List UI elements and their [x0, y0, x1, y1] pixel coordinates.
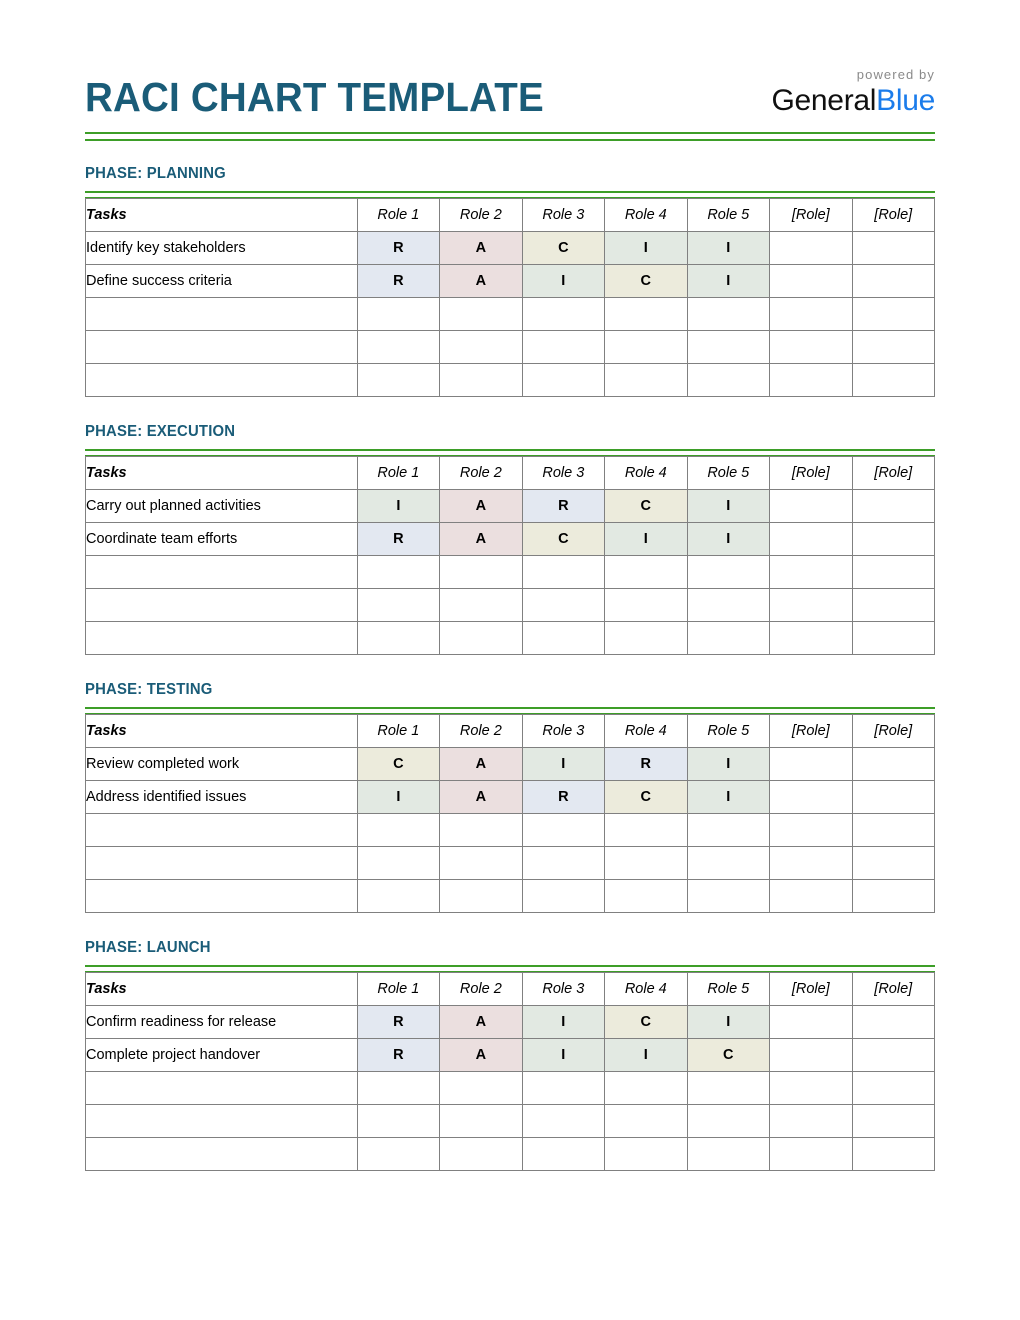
raci-code-cell[interactable] [522, 556, 604, 589]
column-header-role-7: [Role] [852, 973, 935, 1006]
table-top-divider [85, 707, 935, 714]
raci-code-cell[interactable] [687, 1105, 769, 1138]
raci-code-cell[interactable] [440, 847, 522, 880]
raci-code-cell[interactable]: R [605, 748, 687, 781]
raci-code-cell[interactable] [440, 1105, 522, 1138]
raci-code-cell[interactable] [770, 298, 852, 331]
raci-code-cell[interactable] [770, 589, 852, 622]
raci-code-cell[interactable] [687, 589, 769, 622]
task-name-cell[interactable]: Review completed work [86, 748, 358, 781]
task-name-cell[interactable] [86, 298, 358, 331]
raci-code-cell[interactable]: I [687, 781, 769, 814]
raci-code-cell[interactable] [605, 364, 687, 397]
task-name-cell[interactable] [86, 364, 358, 397]
raci-code-cell[interactable] [357, 589, 439, 622]
task-name-cell[interactable]: Carry out planned activities [86, 490, 358, 523]
task-name-cell[interactable]: Confirm readiness for release [86, 1006, 358, 1039]
column-header-tasks: Tasks [86, 973, 358, 1006]
table-row [86, 1072, 935, 1105]
raci-code-cell[interactable]: C [605, 781, 687, 814]
column-header-role-6: [Role] [770, 199, 852, 232]
table-row [86, 589, 935, 622]
raci-code-cell[interactable]: I [687, 490, 769, 523]
task-name-cell[interactable]: Complete project handover [86, 1039, 358, 1072]
raci-code-cell[interactable] [687, 331, 769, 364]
raci-code-cell[interactable] [357, 1138, 439, 1171]
table-top-divider [85, 449, 935, 456]
table-header-row [86, 457, 935, 490]
raci-code-cell[interactable] [687, 364, 769, 397]
raci-code-cell[interactable]: A [440, 523, 522, 556]
table-row [86, 622, 935, 655]
raci-code-cell[interactable] [852, 1072, 935, 1105]
column-header-role-5: Role 5 [687, 973, 769, 1006]
raci-code-cell[interactable] [522, 589, 604, 622]
raci-code-cell[interactable] [522, 1072, 604, 1105]
raci-code-cell[interactable] [852, 265, 935, 298]
raci-code-cell[interactable]: I [522, 748, 604, 781]
table-row [86, 847, 935, 880]
task-name-cell[interactable] [86, 589, 358, 622]
raci-code-cell[interactable] [522, 622, 604, 655]
raci-code-cell[interactable] [440, 556, 522, 589]
raci-code-cell[interactable]: I [357, 490, 439, 523]
column-header-role-4: Role 4 [605, 715, 687, 748]
table-row [86, 364, 935, 397]
raci-code-cell[interactable] [770, 265, 852, 298]
raci-code-cell[interactable] [440, 880, 522, 913]
raci-code-cell[interactable] [687, 622, 769, 655]
raci-code-cell[interactable] [440, 298, 522, 331]
raci-code-cell[interactable] [357, 622, 439, 655]
raci-code-cell[interactable] [440, 364, 522, 397]
raci-code-cell[interactable] [357, 847, 439, 880]
raci-code-cell[interactable] [357, 331, 439, 364]
table-row [86, 1105, 935, 1138]
raci-code-cell[interactable] [687, 298, 769, 331]
raci-code-cell[interactable] [605, 622, 687, 655]
raci-code-cell[interactable] [770, 364, 852, 397]
table-top-divider [85, 965, 935, 972]
raci-code-cell[interactable]: R [357, 232, 439, 265]
task-name-cell[interactable]: Coordinate team efforts [86, 523, 358, 556]
phase-block [85, 681, 935, 913]
raci-code-cell[interactable]: A [440, 781, 522, 814]
raci-code-cell[interactable]: C [357, 748, 439, 781]
table-row [86, 1138, 935, 1171]
raci-code-cell[interactable]: C [605, 265, 687, 298]
column-header-role-4: Role 4 [605, 457, 687, 490]
raci-code-cell[interactable] [852, 880, 935, 913]
raci-code-cell[interactable]: I [687, 232, 769, 265]
raci-code-cell[interactable] [770, 232, 852, 265]
header-divider [85, 132, 935, 141]
raci-code-cell[interactable] [440, 1138, 522, 1171]
task-name-cell[interactable]: Identify key stakeholders [86, 232, 358, 265]
phase-title: PHASE: EXECUTION [85, 423, 236, 440]
table-row [86, 490, 935, 523]
raci-code-cell[interactable]: C [522, 523, 604, 556]
raci-code-cell[interactable] [522, 1105, 604, 1138]
phases-container [85, 165, 935, 1171]
table-row [86, 814, 935, 847]
table-row [86, 748, 935, 781]
raci-code-cell[interactable]: C [522, 232, 604, 265]
raci-code-cell[interactable]: I [687, 1006, 769, 1039]
table-row [86, 265, 935, 298]
raci-code-cell[interactable] [440, 1072, 522, 1105]
raci-code-cell[interactable] [852, 748, 935, 781]
raci-code-cell[interactable] [522, 814, 604, 847]
raci-code-cell[interactable] [852, 622, 935, 655]
raci-code-cell[interactable] [770, 1138, 852, 1171]
raci-code-cell[interactable]: R [357, 1006, 439, 1039]
raci-code-cell[interactable] [852, 1105, 935, 1138]
raci-code-cell[interactable] [357, 1072, 439, 1105]
table-row [86, 556, 935, 589]
raci-code-cell[interactable]: I [605, 1039, 687, 1072]
raci-code-cell[interactable] [852, 589, 935, 622]
column-header-role-6: [Role] [770, 457, 852, 490]
task-name-cell[interactable] [86, 556, 358, 589]
raci-code-cell[interactable]: A [440, 232, 522, 265]
column-header-role-3: Role 3 [522, 973, 604, 1006]
raci-code-cell[interactable] [605, 589, 687, 622]
column-header-role-7: [Role] [852, 457, 935, 490]
raci-code-cell[interactable]: A [440, 1039, 522, 1072]
page-header [85, 0, 935, 118]
column-header-role-7: [Role] [852, 199, 935, 232]
phase-title: PHASE: TESTING [85, 681, 213, 698]
raci-code-cell[interactable] [605, 880, 687, 913]
raci-code-cell[interactable] [852, 814, 935, 847]
raci-code-cell[interactable] [522, 880, 604, 913]
raci-code-cell[interactable] [605, 814, 687, 847]
raci-code-cell[interactable]: I [687, 265, 769, 298]
raci-code-cell[interactable]: R [522, 781, 604, 814]
brand-name [772, 86, 936, 116]
raci-code-cell[interactable]: C [605, 1006, 687, 1039]
raci-code-cell[interactable] [440, 589, 522, 622]
phase-block [85, 423, 935, 655]
raci-code-cell[interactable] [770, 523, 852, 556]
raci-code-cell[interactable] [852, 1138, 935, 1171]
column-header-role-1: Role 1 [357, 457, 439, 490]
task-name-cell[interactable]: Define success criteria [86, 265, 358, 298]
brand-name-general: General [771, 84, 877, 117]
column-header-tasks: Tasks [86, 457, 358, 490]
table-header-row [86, 973, 935, 1006]
page-title: RACI CHART TEMPLATE [85, 74, 544, 120]
column-header-role-5: Role 5 [687, 457, 769, 490]
raci-code-cell[interactable] [770, 622, 852, 655]
column-header-role-3: Role 3 [522, 199, 604, 232]
raci-code-cell[interactable] [770, 331, 852, 364]
raci-code-cell[interactable] [440, 814, 522, 847]
table-row [86, 1039, 935, 1072]
raci-code-cell[interactable] [357, 556, 439, 589]
raci-table [85, 198, 935, 397]
column-header-role-2: Role 2 [440, 457, 522, 490]
raci-code-cell[interactable] [605, 556, 687, 589]
brand-logo [772, 68, 936, 118]
raci-code-cell[interactable] [687, 1072, 769, 1105]
raci-code-cell[interactable] [770, 880, 852, 913]
task-name-cell[interactable] [86, 847, 358, 880]
raci-code-cell[interactable] [852, 232, 935, 265]
column-header-role-6: [Role] [770, 973, 852, 1006]
phase-title: PHASE: LAUNCH [85, 939, 211, 956]
column-header-role-3: Role 3 [522, 715, 604, 748]
raci-code-cell[interactable] [605, 1138, 687, 1171]
raci-code-cell[interactable] [522, 847, 604, 880]
table-header-row [86, 715, 935, 748]
raci-code-cell[interactable]: I [687, 748, 769, 781]
raci-code-cell[interactable] [852, 556, 935, 589]
raci-code-cell[interactable] [687, 847, 769, 880]
raci-code-cell[interactable] [770, 814, 852, 847]
brand-name-blue: Blue [876, 84, 935, 117]
raci-code-cell[interactable] [770, 1006, 852, 1039]
raci-code-cell[interactable]: A [440, 1006, 522, 1039]
raci-code-cell[interactable]: R [357, 265, 439, 298]
raci-code-cell[interactable]: I [522, 1006, 604, 1039]
column-header-role-7: [Role] [852, 715, 935, 748]
table-row [86, 331, 935, 364]
table-row [86, 880, 935, 913]
phase-block [85, 939, 935, 1171]
raci-code-cell[interactable] [852, 331, 935, 364]
raci-code-cell[interactable] [522, 364, 604, 397]
column-header-role-4: Role 4 [605, 199, 687, 232]
task-name-cell[interactable] [86, 880, 358, 913]
raci-code-cell[interactable] [357, 298, 439, 331]
column-header-role-5: Role 5 [687, 715, 769, 748]
table-row [86, 232, 935, 265]
column-header-role-5: Role 5 [687, 199, 769, 232]
raci-code-cell[interactable] [440, 331, 522, 364]
raci-code-cell[interactable] [522, 298, 604, 331]
raci-code-cell[interactable] [357, 814, 439, 847]
task-name-cell[interactable] [86, 622, 358, 655]
raci-code-cell[interactable]: I [687, 523, 769, 556]
raci-code-cell[interactable] [852, 781, 935, 814]
column-header-tasks: Tasks [86, 199, 358, 232]
column-header-role-4: Role 4 [605, 973, 687, 1006]
raci-table [85, 456, 935, 655]
raci-code-cell[interactable] [770, 1105, 852, 1138]
table-top-divider [85, 191, 935, 198]
column-header-role-1: Role 1 [357, 973, 439, 1006]
raci-code-cell[interactable] [357, 880, 439, 913]
table-row [86, 298, 935, 331]
raci-code-cell[interactable] [770, 847, 852, 880]
raci-code-cell[interactable]: I [522, 265, 604, 298]
raci-code-cell[interactable] [522, 331, 604, 364]
raci-code-cell[interactable] [605, 847, 687, 880]
raci-code-cell[interactable] [605, 331, 687, 364]
raci-code-cell[interactable]: R [357, 523, 439, 556]
raci-code-cell[interactable] [852, 490, 935, 523]
raci-code-cell[interactable]: R [357, 1039, 439, 1072]
table-row [86, 523, 935, 556]
raci-table [85, 972, 935, 1171]
raci-code-cell[interactable] [770, 556, 852, 589]
raci-code-cell[interactable]: I [605, 232, 687, 265]
raci-code-cell[interactable] [852, 298, 935, 331]
raci-code-cell[interactable] [605, 298, 687, 331]
task-name-cell[interactable] [86, 1072, 358, 1105]
task-name-cell[interactable]: Address identified issues [86, 781, 358, 814]
column-header-role-2: Role 2 [440, 973, 522, 1006]
phase-block [85, 165, 935, 397]
table-header-row [86, 199, 935, 232]
raci-code-cell[interactable]: C [687, 1039, 769, 1072]
column-header-role-2: Role 2 [440, 199, 522, 232]
raci-code-cell[interactable] [770, 1039, 852, 1072]
raci-code-cell[interactable] [852, 1006, 935, 1039]
table-row [86, 781, 935, 814]
raci-code-cell[interactable]: A [440, 265, 522, 298]
column-header-role-1: Role 1 [357, 715, 439, 748]
raci-code-cell[interactable]: I [357, 781, 439, 814]
raci-code-cell[interactable]: C [605, 490, 687, 523]
raci-code-cell[interactable] [687, 556, 769, 589]
raci-code-cell[interactable]: A [440, 748, 522, 781]
raci-code-cell[interactable] [440, 622, 522, 655]
column-header-role-2: Role 2 [440, 715, 522, 748]
raci-code-cell[interactable] [770, 490, 852, 523]
raci-code-cell[interactable] [687, 1138, 769, 1171]
raci-code-cell[interactable] [522, 1138, 604, 1171]
task-name-cell[interactable] [86, 331, 358, 364]
raci-code-cell[interactable] [770, 1072, 852, 1105]
column-header-role-6: [Role] [770, 715, 852, 748]
raci-code-cell[interactable] [357, 1105, 439, 1138]
raci-code-cell[interactable] [357, 364, 439, 397]
raci-code-cell[interactable]: I [605, 523, 687, 556]
column-header-role-3: Role 3 [522, 457, 604, 490]
raci-code-cell[interactable] [605, 1105, 687, 1138]
raci-code-cell[interactable] [852, 523, 935, 556]
task-name-cell[interactable] [86, 1105, 358, 1138]
table-row [86, 1006, 935, 1039]
raci-code-cell[interactable] [770, 781, 852, 814]
column-header-role-1: Role 1 [357, 199, 439, 232]
raci-code-cell[interactable] [687, 880, 769, 913]
raci-code-cell[interactable] [687, 814, 769, 847]
task-name-cell[interactable] [86, 1138, 358, 1171]
powered-by-label: powered by [856, 67, 935, 82]
raci-code-cell[interactable] [852, 364, 935, 397]
task-name-cell[interactable] [86, 814, 358, 847]
raci-code-cell[interactable] [852, 1039, 935, 1072]
raci-code-cell[interactable]: A [440, 490, 522, 523]
raci-code-cell[interactable]: I [522, 1039, 604, 1072]
raci-code-cell[interactable] [605, 1072, 687, 1105]
column-header-tasks: Tasks [86, 715, 358, 748]
raci-code-cell[interactable]: R [522, 490, 604, 523]
phase-title: PHASE: PLANNING [85, 165, 226, 182]
raci-code-cell[interactable] [852, 847, 935, 880]
raci-code-cell[interactable] [770, 748, 852, 781]
raci-table [85, 714, 935, 913]
